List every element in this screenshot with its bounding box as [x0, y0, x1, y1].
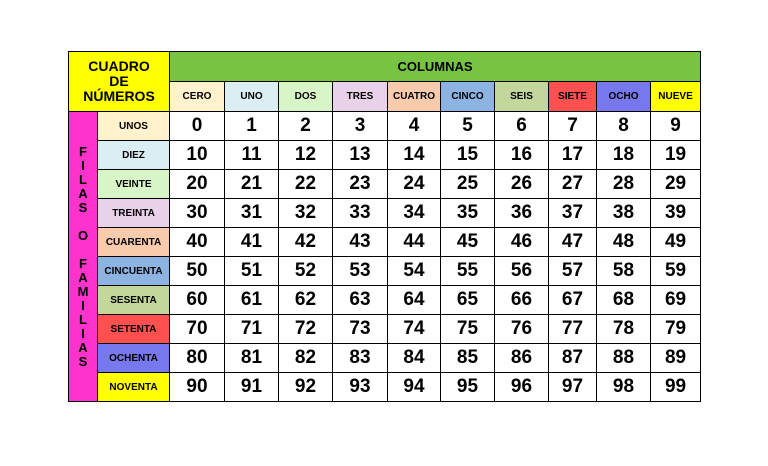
row-header-cincuenta: CINCUENTA [98, 257, 170, 286]
table-row [69, 315, 701, 344]
number-cell: 33 [333, 199, 388, 228]
number-cell: 75 [441, 315, 495, 344]
number-cell: 89 [651, 344, 701, 373]
number-cell: 42 [279, 228, 333, 257]
row-header-veinte: VEINTE [98, 170, 170, 199]
number-cell: 70 [170, 315, 225, 344]
header-row-top [69, 52, 701, 82]
number-cell: 4 [388, 112, 441, 141]
number-cell: 38 [597, 199, 651, 228]
corner-title [69, 52, 170, 112]
table-row [69, 373, 701, 402]
number-cell: 84 [388, 344, 441, 373]
number-cell: 22 [279, 170, 333, 199]
number-cell: 32 [279, 199, 333, 228]
number-cell: 26 [495, 170, 549, 199]
row-header-cuarenta: CUARENTA [98, 228, 170, 257]
number-cell: 53 [333, 257, 388, 286]
number-cell: 24 [388, 170, 441, 199]
number-cell: 47 [549, 228, 597, 257]
table-row [69, 286, 701, 315]
number-cell: 40 [170, 228, 225, 257]
number-cell: 80 [170, 344, 225, 373]
table-row [69, 112, 701, 141]
number-cell: 10 [170, 141, 225, 170]
number-cell: 66 [495, 286, 549, 315]
side-title-letter: F [79, 143, 87, 159]
number-cell: 11 [225, 141, 279, 170]
number-cell: 1 [225, 112, 279, 141]
number-cell: 20 [170, 170, 225, 199]
number-cell: 69 [651, 286, 701, 315]
number-cell: 95 [441, 373, 495, 402]
side-title-letter: M [77, 283, 89, 299]
number-cell: 30 [170, 199, 225, 228]
number-cell: 71 [225, 315, 279, 344]
column-header-cero: CERO [170, 82, 225, 112]
number-cell: 63 [333, 286, 388, 315]
number-cell: 87 [549, 344, 597, 373]
row-header-noventa: NOVENTA [98, 373, 170, 402]
side-title-letter: F [79, 255, 87, 271]
number-cell: 79 [651, 315, 701, 344]
number-cell: 68 [597, 286, 651, 315]
number-cell: 57 [549, 257, 597, 286]
number-cell: 36 [495, 199, 549, 228]
column-header-seis: SEIS [495, 82, 549, 112]
number-cell: 50 [170, 257, 225, 286]
number-cell: 45 [441, 228, 495, 257]
number-cell: 73 [333, 315, 388, 344]
side-title-letter: A [78, 185, 88, 201]
number-cell: 12 [279, 141, 333, 170]
number-cell: 67 [549, 286, 597, 315]
column-header-siete: SIETE [549, 82, 597, 112]
number-cell: 34 [388, 199, 441, 228]
number-cell: 31 [225, 199, 279, 228]
side-title-letter: I [81, 297, 85, 313]
number-cell: 94 [388, 373, 441, 402]
side-title-letter: O [77, 227, 89, 243]
number-cell: 46 [495, 228, 549, 257]
number-cell: 92 [279, 373, 333, 402]
number-cell: 48 [597, 228, 651, 257]
number-cell: 41 [225, 228, 279, 257]
number-cell: 93 [333, 373, 388, 402]
number-cell: 97 [549, 373, 597, 402]
corner-title-line: CUADRO [88, 58, 150, 74]
side-title-letter [81, 243, 85, 257]
number-cell: 35 [441, 199, 495, 228]
number-cell: 88 [597, 344, 651, 373]
number-cell: 23 [333, 170, 388, 199]
number-cell: 27 [549, 170, 597, 199]
corner-title-line: DE [109, 73, 129, 89]
side-title-filas-o-familias [69, 112, 98, 402]
table-row [69, 141, 701, 170]
number-cell: 54 [388, 257, 441, 286]
number-cell: 28 [597, 170, 651, 199]
number-cell: 59 [651, 257, 701, 286]
table-body [69, 52, 701, 402]
side-title-letter: S [78, 353, 88, 369]
number-cell: 44 [388, 228, 441, 257]
number-cell: 61 [225, 286, 279, 315]
number-cell: 14 [388, 141, 441, 170]
corner-title-line: NÚMEROS [83, 88, 155, 104]
row-header-ochenta: OCHENTA [98, 344, 170, 373]
table-row [69, 344, 701, 373]
number-cell: 96 [495, 373, 549, 402]
column-header-tres: TRES [333, 82, 388, 112]
row-header-sesenta: SESENTA [98, 286, 170, 315]
table-row [69, 170, 701, 199]
number-cell: 64 [388, 286, 441, 315]
number-cell: 19 [651, 141, 701, 170]
number-cell: 60 [170, 286, 225, 315]
number-cell: 86 [495, 344, 549, 373]
number-cell: 5 [441, 112, 495, 141]
number-cell: 65 [441, 286, 495, 315]
column-header-uno: UNO [225, 82, 279, 112]
number-cell: 29 [651, 170, 701, 199]
columns-title: COLUMNAS [170, 52, 701, 82]
table-row [69, 228, 701, 257]
table-row [69, 199, 701, 228]
number-cell: 13 [333, 141, 388, 170]
column-header-ocho: OCHO [597, 82, 651, 112]
number-chart-table [68, 51, 701, 402]
table-row [69, 257, 701, 286]
side-title-letter: S [78, 199, 88, 215]
number-cell: 78 [597, 315, 651, 344]
number-cell: 43 [333, 228, 388, 257]
number-cell: 82 [279, 344, 333, 373]
number-cell: 49 [651, 228, 701, 257]
number-cell: 74 [388, 315, 441, 344]
number-cell: 8 [597, 112, 651, 141]
number-cell: 72 [279, 315, 333, 344]
number-cell: 99 [651, 373, 701, 402]
side-title-letter: L [79, 311, 87, 327]
number-cell: 76 [495, 315, 549, 344]
number-cell: 77 [549, 315, 597, 344]
number-cell: 18 [597, 141, 651, 170]
number-cell: 2 [279, 112, 333, 141]
row-header-treinta: TREINTA [98, 199, 170, 228]
column-header-cinco: CINCO [441, 82, 495, 112]
side-title-letter: A [78, 339, 88, 355]
number-cell: 83 [333, 344, 388, 373]
number-cell: 39 [651, 199, 701, 228]
side-title-letter: L [79, 171, 87, 187]
number-cell: 56 [495, 257, 549, 286]
number-cell: 62 [279, 286, 333, 315]
side-title-letter: A [78, 269, 88, 285]
number-cell: 90 [170, 373, 225, 402]
number-cell: 9 [651, 112, 701, 141]
number-cell: 21 [225, 170, 279, 199]
column-header-dos: DOS [279, 82, 333, 112]
number-cell: 51 [225, 257, 279, 286]
number-cell: 55 [441, 257, 495, 286]
number-cell: 6 [495, 112, 549, 141]
number-cell: 0 [170, 112, 225, 141]
number-cell: 98 [597, 373, 651, 402]
number-cell: 58 [597, 257, 651, 286]
side-title-letter: I [81, 325, 85, 341]
number-cell: 25 [441, 170, 495, 199]
number-cell: 7 [549, 112, 597, 141]
side-title-letter [81, 215, 85, 229]
row-header-diez: DIEZ [98, 141, 170, 170]
row-header-setenta: SETENTA [98, 315, 170, 344]
number-cell: 37 [549, 199, 597, 228]
number-cell: 85 [441, 344, 495, 373]
number-cell: 3 [333, 112, 388, 141]
column-header-cuatro: CUATRO [388, 82, 441, 112]
number-cell: 16 [495, 141, 549, 170]
number-cell: 17 [549, 141, 597, 170]
number-cell: 52 [279, 257, 333, 286]
number-cell: 81 [225, 344, 279, 373]
side-title-letter: I [81, 157, 85, 173]
column-header-nueve: NUEVE [651, 82, 701, 112]
row-header-unos: UNOS [98, 112, 170, 141]
number-cell: 15 [441, 141, 495, 170]
number-cell: 91 [225, 373, 279, 402]
